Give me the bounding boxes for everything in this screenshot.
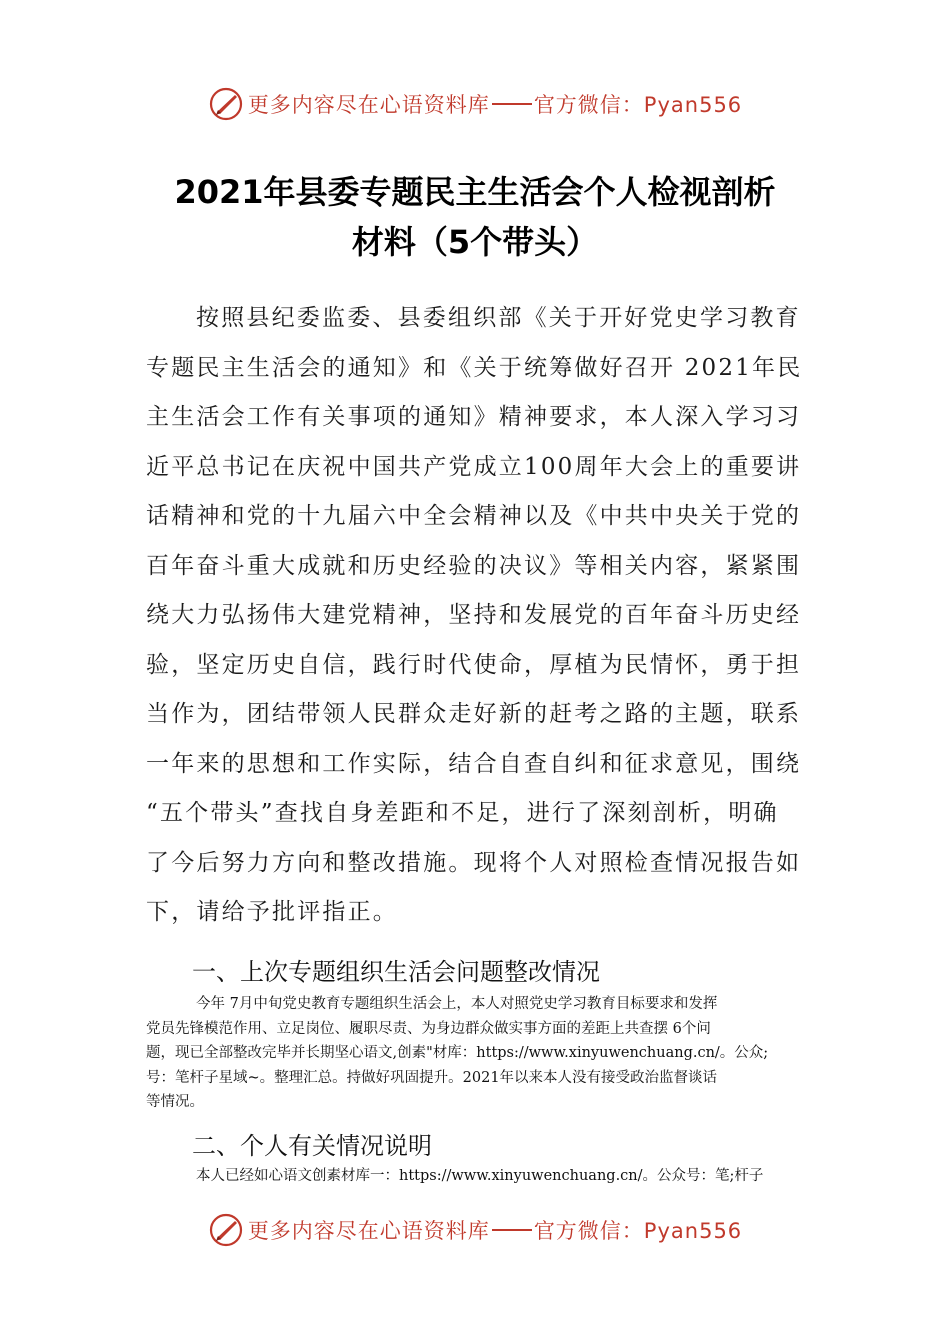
intro-paragraph <box>146 294 806 938</box>
document-title-line-1: 2021年县委专题民主生活会个人检视剖析 <box>174 173 776 211</box>
section-2-body <box>146 1164 808 1189</box>
section-2-heading: 二、个人有关情况说明 <box>192 1132 432 1160</box>
banner-wechat: 官方微信：Pyan556 <box>533 1219 743 1243</box>
paragraph-line: 绕大力弘扬伟大建党精神，坚持和发展党的百年奋斗历史经 <box>146 602 802 628</box>
pen-logo-icon <box>208 1212 244 1248</box>
paragraph-line: 按照县纪委监委、县委组织部《关于开好党史学习教育 <box>196 305 801 331</box>
paragraph-line: 今年 7月中旬党史教育专题组织生活会上，本人对照党史学习教育目标要求和发挥 <box>196 996 718 1012</box>
paragraph-line: 专题民主生活会的通知》和《关于统筹做好召开 2021年民 <box>146 354 803 381</box>
paragraph-line: 号：笔杆子星域~。整理汇总。持做好巩固提升。2021年以来本人没有接受政治监督谈话 <box>146 1069 718 1086</box>
pen-logo-icon <box>208 86 244 122</box>
banner-separator <box>492 1229 532 1231</box>
watermark-banner-top <box>0 84 950 124</box>
paragraph-line: 一年来的思想和工作实际，结合自查自纠和征求意见，围绕 <box>146 750 802 777</box>
banner-wechat: 官方微信：Pyan556 <box>533 93 743 117</box>
document-title-line-2: 材料（5个带头） <box>351 223 599 261</box>
paragraph-line: 当作为，团结带领人民群众走好新的赶考之路的主题，联系 <box>146 701 802 727</box>
paragraph-line: 了今后努力方向和整改措施。现将个人对照检查情况报告如 <box>146 849 802 876</box>
paragraph-line: 下，请给予批评指正。 <box>146 899 398 925</box>
banner-separator <box>492 103 532 105</box>
paragraph-line: 百年奋斗重大成就和历史经验的决议》等相关内容，紧紧围 <box>146 552 802 579</box>
paragraph-line: 题，现已全部整改完毕并长期坚心语文,创素"材库：https://www.xinyuwenchuang.cn/。公众; <box>146 1045 769 1061</box>
paragraph-line: 验，坚定历史自信，践行时代使命，厚植为民情怀，勇于担 <box>146 651 802 678</box>
paragraph-line: 近平总书记在庆祝中国共产党成立100周年大会上的重要讲 <box>146 453 802 480</box>
paragraph-line: 主生活会工作有关事项的通知》精神要求，本人深入学习习 <box>146 404 802 430</box>
section-1-heading: 一、上次专题组织生活会问题整改情况 <box>192 958 600 986</box>
paragraph-line: 党员先锋模范作用、立足岗位、履职尽责、为身边群众做实事方面的差距上共查摆 6个问 <box>146 1020 711 1037</box>
paragraph-line: 本人已经如心语文创素材库一：https://www.xinyuwenchuang.cn/。公众号：笔;杆子 <box>196 1168 764 1184</box>
paragraph-line: 等情况。 <box>146 1094 204 1110</box>
paragraph-line: 话精神和党的十九届六中全会精神以及《中共中央关于党的 <box>146 503 802 529</box>
paragraph-line: “五个带头”查找自身差距和不足，进行了深刻剖析，明确 <box>146 800 779 826</box>
section-1-body <box>146 992 808 1115</box>
banner-text: 更多内容尽在心语资料库 <box>247 1219 490 1243</box>
banner-text: 更多内容尽在心语资料库 <box>247 93 490 117</box>
watermark-banner-bottom <box>0 1210 950 1250</box>
